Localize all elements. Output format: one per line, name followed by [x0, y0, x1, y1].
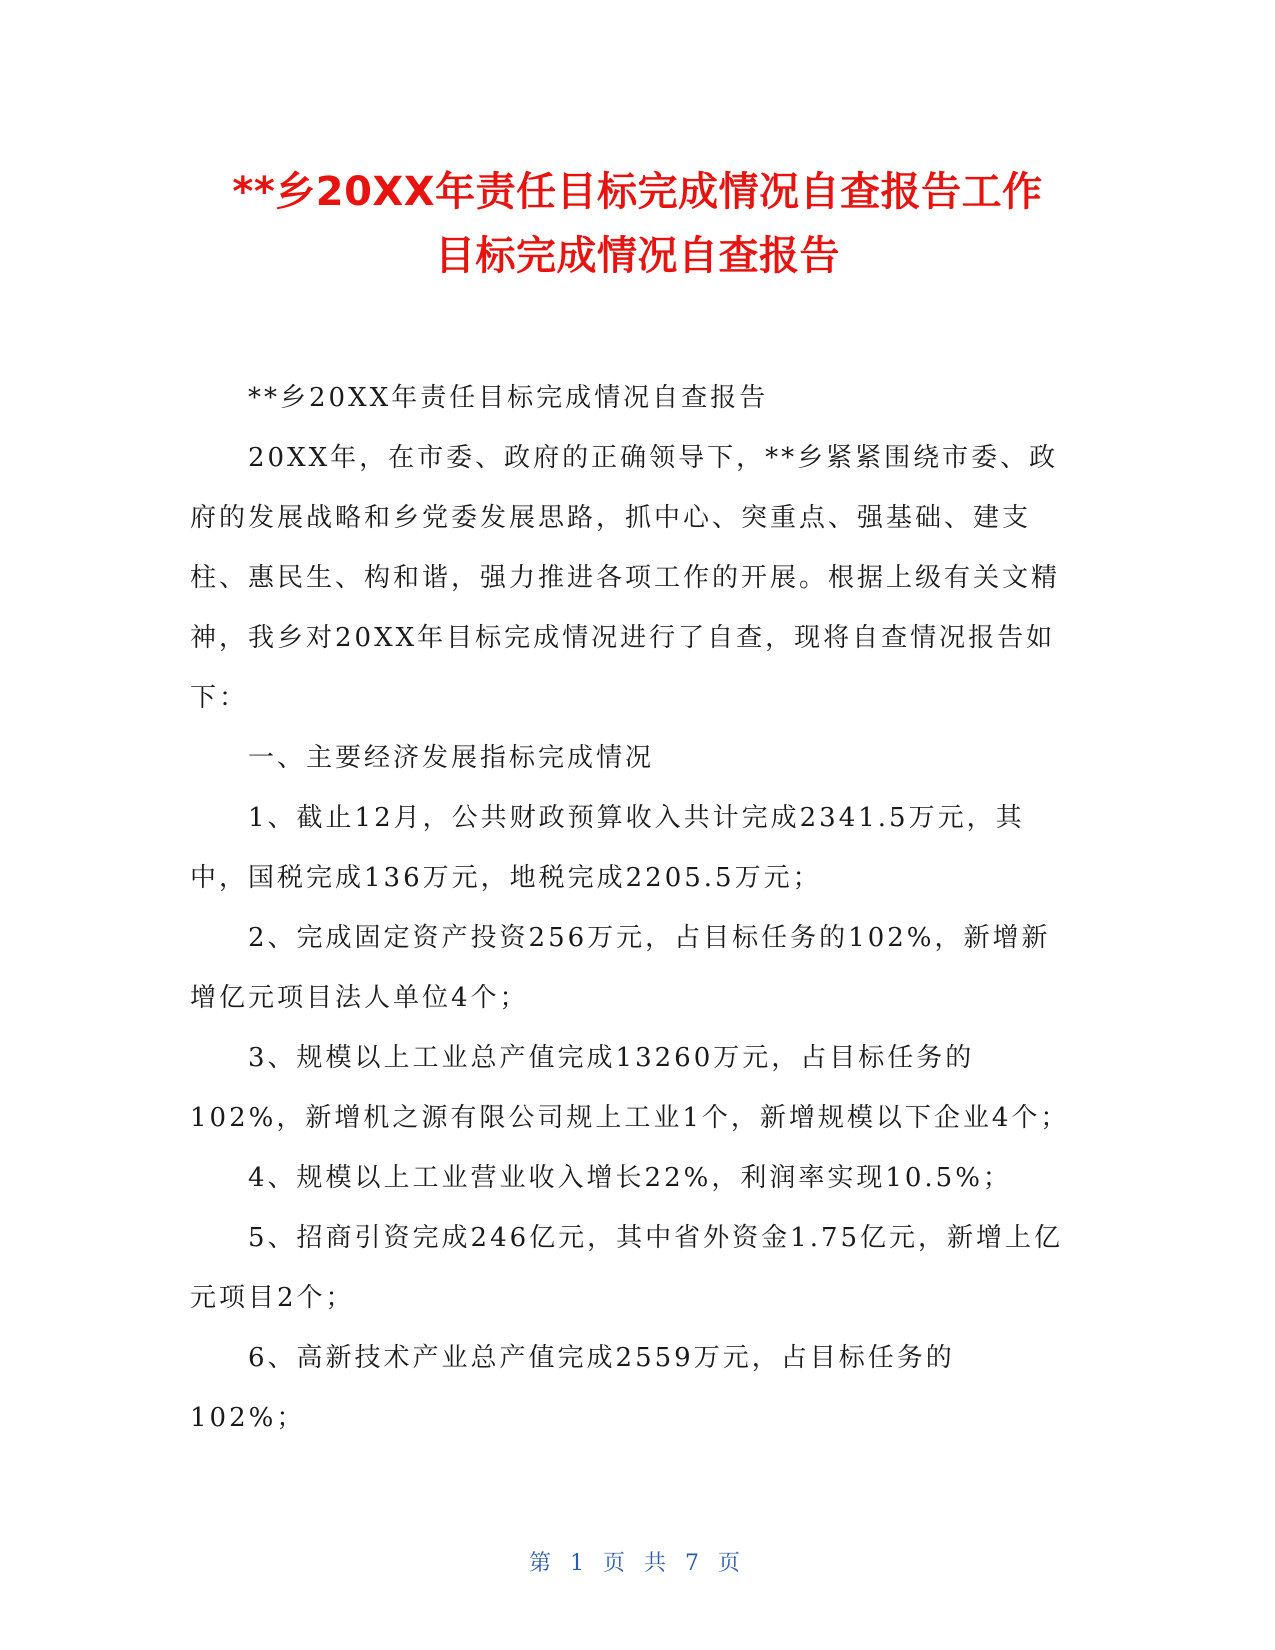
paragraph-item-4: 4、规模以上工业营业收入增长22%，利润率实现10.5%； — [248, 1163, 1012, 1193]
page-footer — [0, 1546, 1275, 1577]
section-heading: 一、主要经济发展指标完成情况 — [248, 743, 655, 773]
document-body — [190, 368, 1070, 1448]
paragraph-item-6: 6、高新技术产业总产值完成2559万元，占目标任务的102%； — [190, 1343, 955, 1433]
paragraph-intro: 20XX年，在市委、政府的正确领导下，**乡紧紧围绕市委、政府的发展战略和乡党委发展思路，抓中心、突重点、强基础、建支柱、惠民生、构和谐，强力推进各项工作的开展。根据上级有关文精神，我乡对20XX年目标完成情况进行了自查，现将自查情况报告如下： — [190, 443, 1061, 713]
page-number-label: 第 1 页 共 7 页 — [529, 1551, 746, 1576]
report-subtitle: **乡20XX年责任目标完成情况自查报告 — [248, 383, 769, 413]
title-line-1: **乡20XX年责任目标完成情况自查报告工作 — [232, 169, 1043, 215]
document-title — [160, 160, 1115, 288]
title-line-2: 目标完成情况自查报告 — [435, 233, 840, 279]
paragraph-item-5: 5、招商引资完成246亿元，其中省外资金1.75亿元，新增上亿元项目2个； — [190, 1223, 1064, 1313]
paragraph-item-2: 2、完成固定资产投资256万元，占目标任务的102%，新增新增亿元项目法人单位4个； — [190, 923, 1051, 1013]
paragraph-item-3: 3、规模以上工业总产值完成13260万元，占目标任务的102%，新增机之源有限公司规上工业1个，新增规模以下企业4个； — [190, 1043, 1070, 1133]
paragraph-item-1: 1、截止12月，公共财政预算收入共计完成2341.5万元，其中，国税完成136万元，地税完成2205.5万元； — [190, 803, 1025, 893]
